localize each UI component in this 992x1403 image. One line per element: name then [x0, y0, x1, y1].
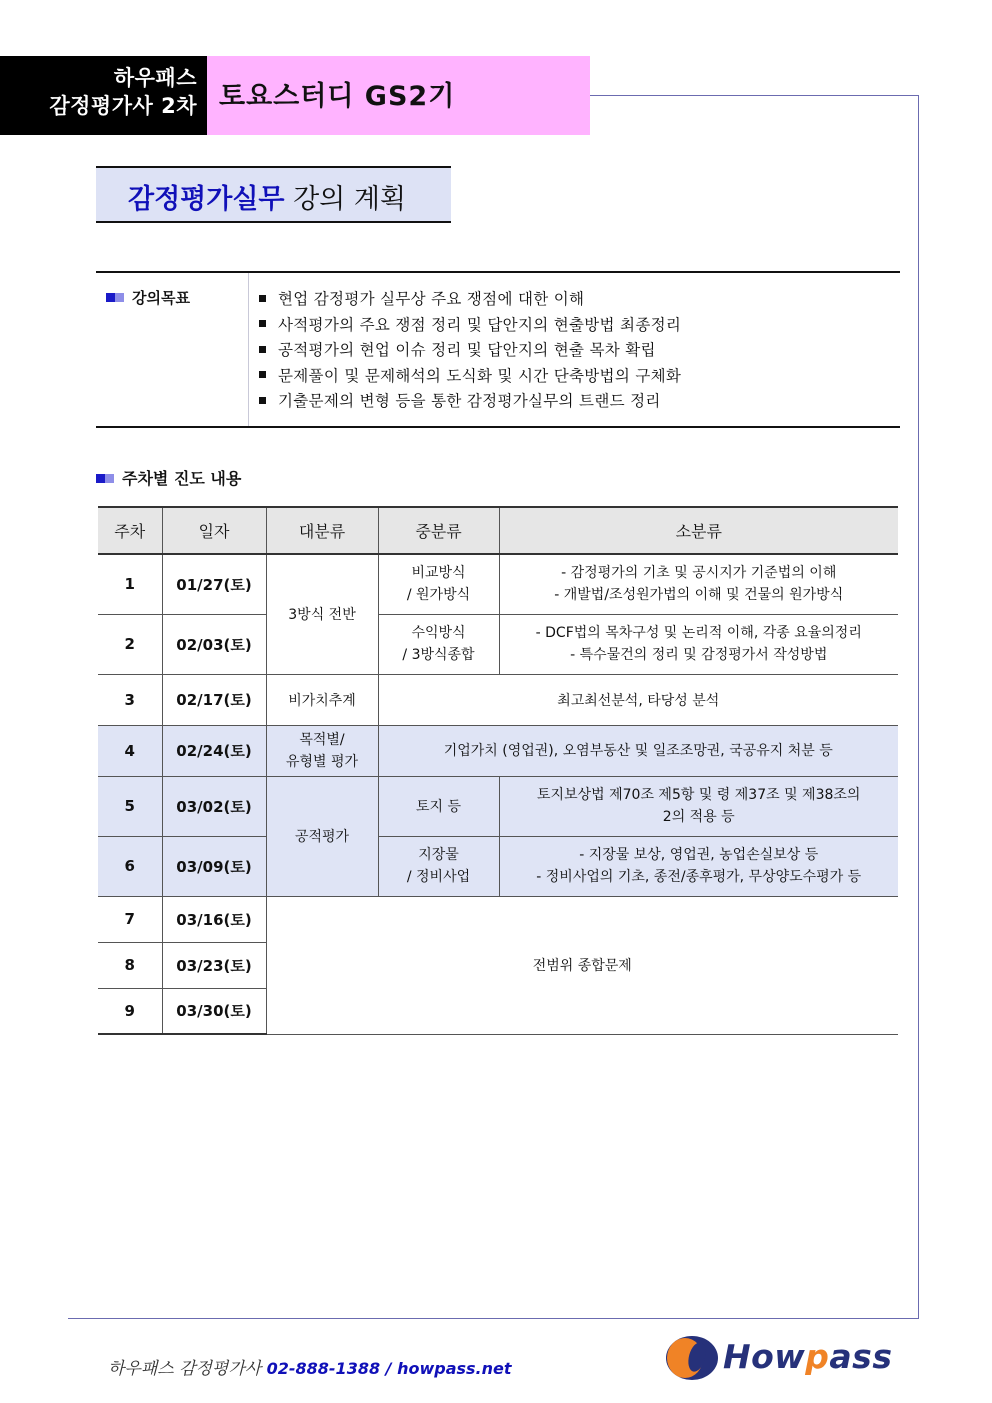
header-middle: 중분류: [378, 507, 499, 554]
week-date: 03/09(토): [162, 836, 266, 896]
bullet-icon: [259, 371, 266, 378]
frame-line-right: [918, 95, 919, 1319]
week-number: 5: [98, 776, 162, 836]
week-date: 03/30(토): [162, 988, 266, 1034]
week-number: 1: [98, 554, 162, 614]
week-date: 03/16(토): [162, 896, 266, 942]
week-date: 02/03(토): [162, 614, 266, 674]
page-title: [96, 166, 451, 223]
schedule-table: [98, 506, 898, 1035]
table-row: [98, 614, 898, 674]
middle-category: 지장물 / 정비사업: [378, 836, 499, 896]
week-number: 7: [98, 896, 162, 942]
howpass-logo: [664, 1333, 904, 1383]
goals-label: [106, 287, 190, 308]
header-week: 주차: [98, 507, 162, 554]
week-number: 3: [98, 674, 162, 725]
square-bullet-icon: [115, 293, 124, 302]
frame-line-top: [590, 95, 919, 96]
bullet-icon: [259, 295, 266, 302]
square-bullet-icon: [105, 474, 114, 483]
middle-category: 비교방식 / 원가방식: [378, 554, 499, 614]
minor-category: - DCF법의 목차구성 및 논리적 이해, 각종 요율의정리 - 특수물건의 정리 및 감정평가서 작성방법: [499, 614, 898, 674]
week-number: 6: [98, 836, 162, 896]
bullet-icon: [259, 320, 266, 327]
bullet-icon: [259, 397, 266, 404]
header-minor: 소분류: [499, 507, 898, 554]
goals-divider: [248, 273, 249, 426]
goal-item: 기출문제의 변형 등을 통한 감정평가실무의 트랜드 정리: [259, 389, 681, 415]
footer-brand-text: 하우패스 감정평가사: [108, 1359, 262, 1379]
footer-contact: [108, 1354, 512, 1379]
week-date: 02/17(토): [162, 674, 266, 725]
table-row: [98, 776, 898, 836]
week-number: 8: [98, 942, 162, 988]
logo-wordmark: Howpass: [723, 1337, 893, 1376]
goals-list: [259, 287, 681, 415]
goal-item: 공적평가의 현업 이슈 정리 및 답안지의 현출 목차 확립: [259, 338, 681, 364]
brand-line2: 감정평가사 2차: [49, 94, 197, 118]
minor-category: 토지보상법 제70조 제5항 및 령 제37조 및 제38조의 2의 적용 등: [499, 776, 898, 836]
frame-line-bottom: [68, 1318, 919, 1319]
brand-block: [0, 56, 207, 135]
week-number: 4: [98, 725, 162, 776]
week-date: 03/23(토): [162, 942, 266, 988]
minor-category: 최고최선분석, 타당성 분석: [378, 674, 898, 725]
page-title-highlight: 감정평가실무: [128, 184, 285, 215]
square-bullet-icon: [96, 474, 105, 483]
logo-mark-icon: [664, 1333, 720, 1383]
goals-label-text: 강의목표: [132, 289, 190, 307]
table-header-row: [98, 507, 898, 554]
minor-category: 기업가치 (영업권), 오염부동산 및 일조조망권, 국공유지 처분 등: [378, 725, 898, 776]
middle-category: 토지 등: [378, 776, 499, 836]
table-row: [98, 896, 898, 942]
week-number: 2: [98, 614, 162, 674]
goal-item: 문제풀이 및 문제해석의 도식화 및 시간 단축방법의 구체화: [259, 364, 681, 390]
footer-phone-site[interactable]: 02-888-1388 / howpass.net: [266, 1359, 512, 1378]
minor-category: 전범위 종합문제: [266, 896, 898, 1034]
minor-category: - 지장물 보상, 영업권, 농업손실보상 등 - 정비사업의 기초, 종전/종후평가, 무상양도수평가 등: [499, 836, 898, 896]
goal-item: 현업 감정평가 실무상 주요 쟁점에 대한 이해: [259, 287, 681, 313]
header-major: 대분류: [266, 507, 378, 554]
table-row: [98, 725, 898, 776]
week-date: 02/24(토): [162, 725, 266, 776]
study-title: 토요스터디 GS2기: [207, 56, 590, 135]
goals-box: [96, 271, 900, 428]
page-title-rest: 강의 계획: [284, 184, 406, 215]
week-number: 9: [98, 988, 162, 1034]
major-category: 목적별/ 유형별 평가: [266, 725, 378, 776]
major-category: 비가치추계: [266, 674, 378, 725]
major-category: 공적평가: [266, 776, 378, 896]
square-bullet-icon: [106, 293, 115, 302]
table-row: [98, 554, 898, 614]
bullet-icon: [259, 346, 266, 353]
schedule-section-title: 주차별 진도 내용: [96, 466, 241, 489]
goal-item: 사적평가의 주요 쟁점 정리 및 답안지의 현출방법 최종정리: [259, 313, 681, 339]
minor-category: - 감정평가의 기초 및 공시지가 기준법의 이해 - 개발법/조성원가법의 이해 및 건물의 원가방식: [499, 554, 898, 614]
major-category: 3방식 전반: [266, 554, 378, 674]
table-row: [98, 674, 898, 725]
header-date: 일자: [162, 507, 266, 554]
table-row: [98, 836, 898, 896]
week-date: 01/27(토): [162, 554, 266, 614]
brand-line1: 하우패스: [113, 66, 197, 90]
middle-category: 수익방식 / 3방식종합: [378, 614, 499, 674]
week-date: 03/02(토): [162, 776, 266, 836]
